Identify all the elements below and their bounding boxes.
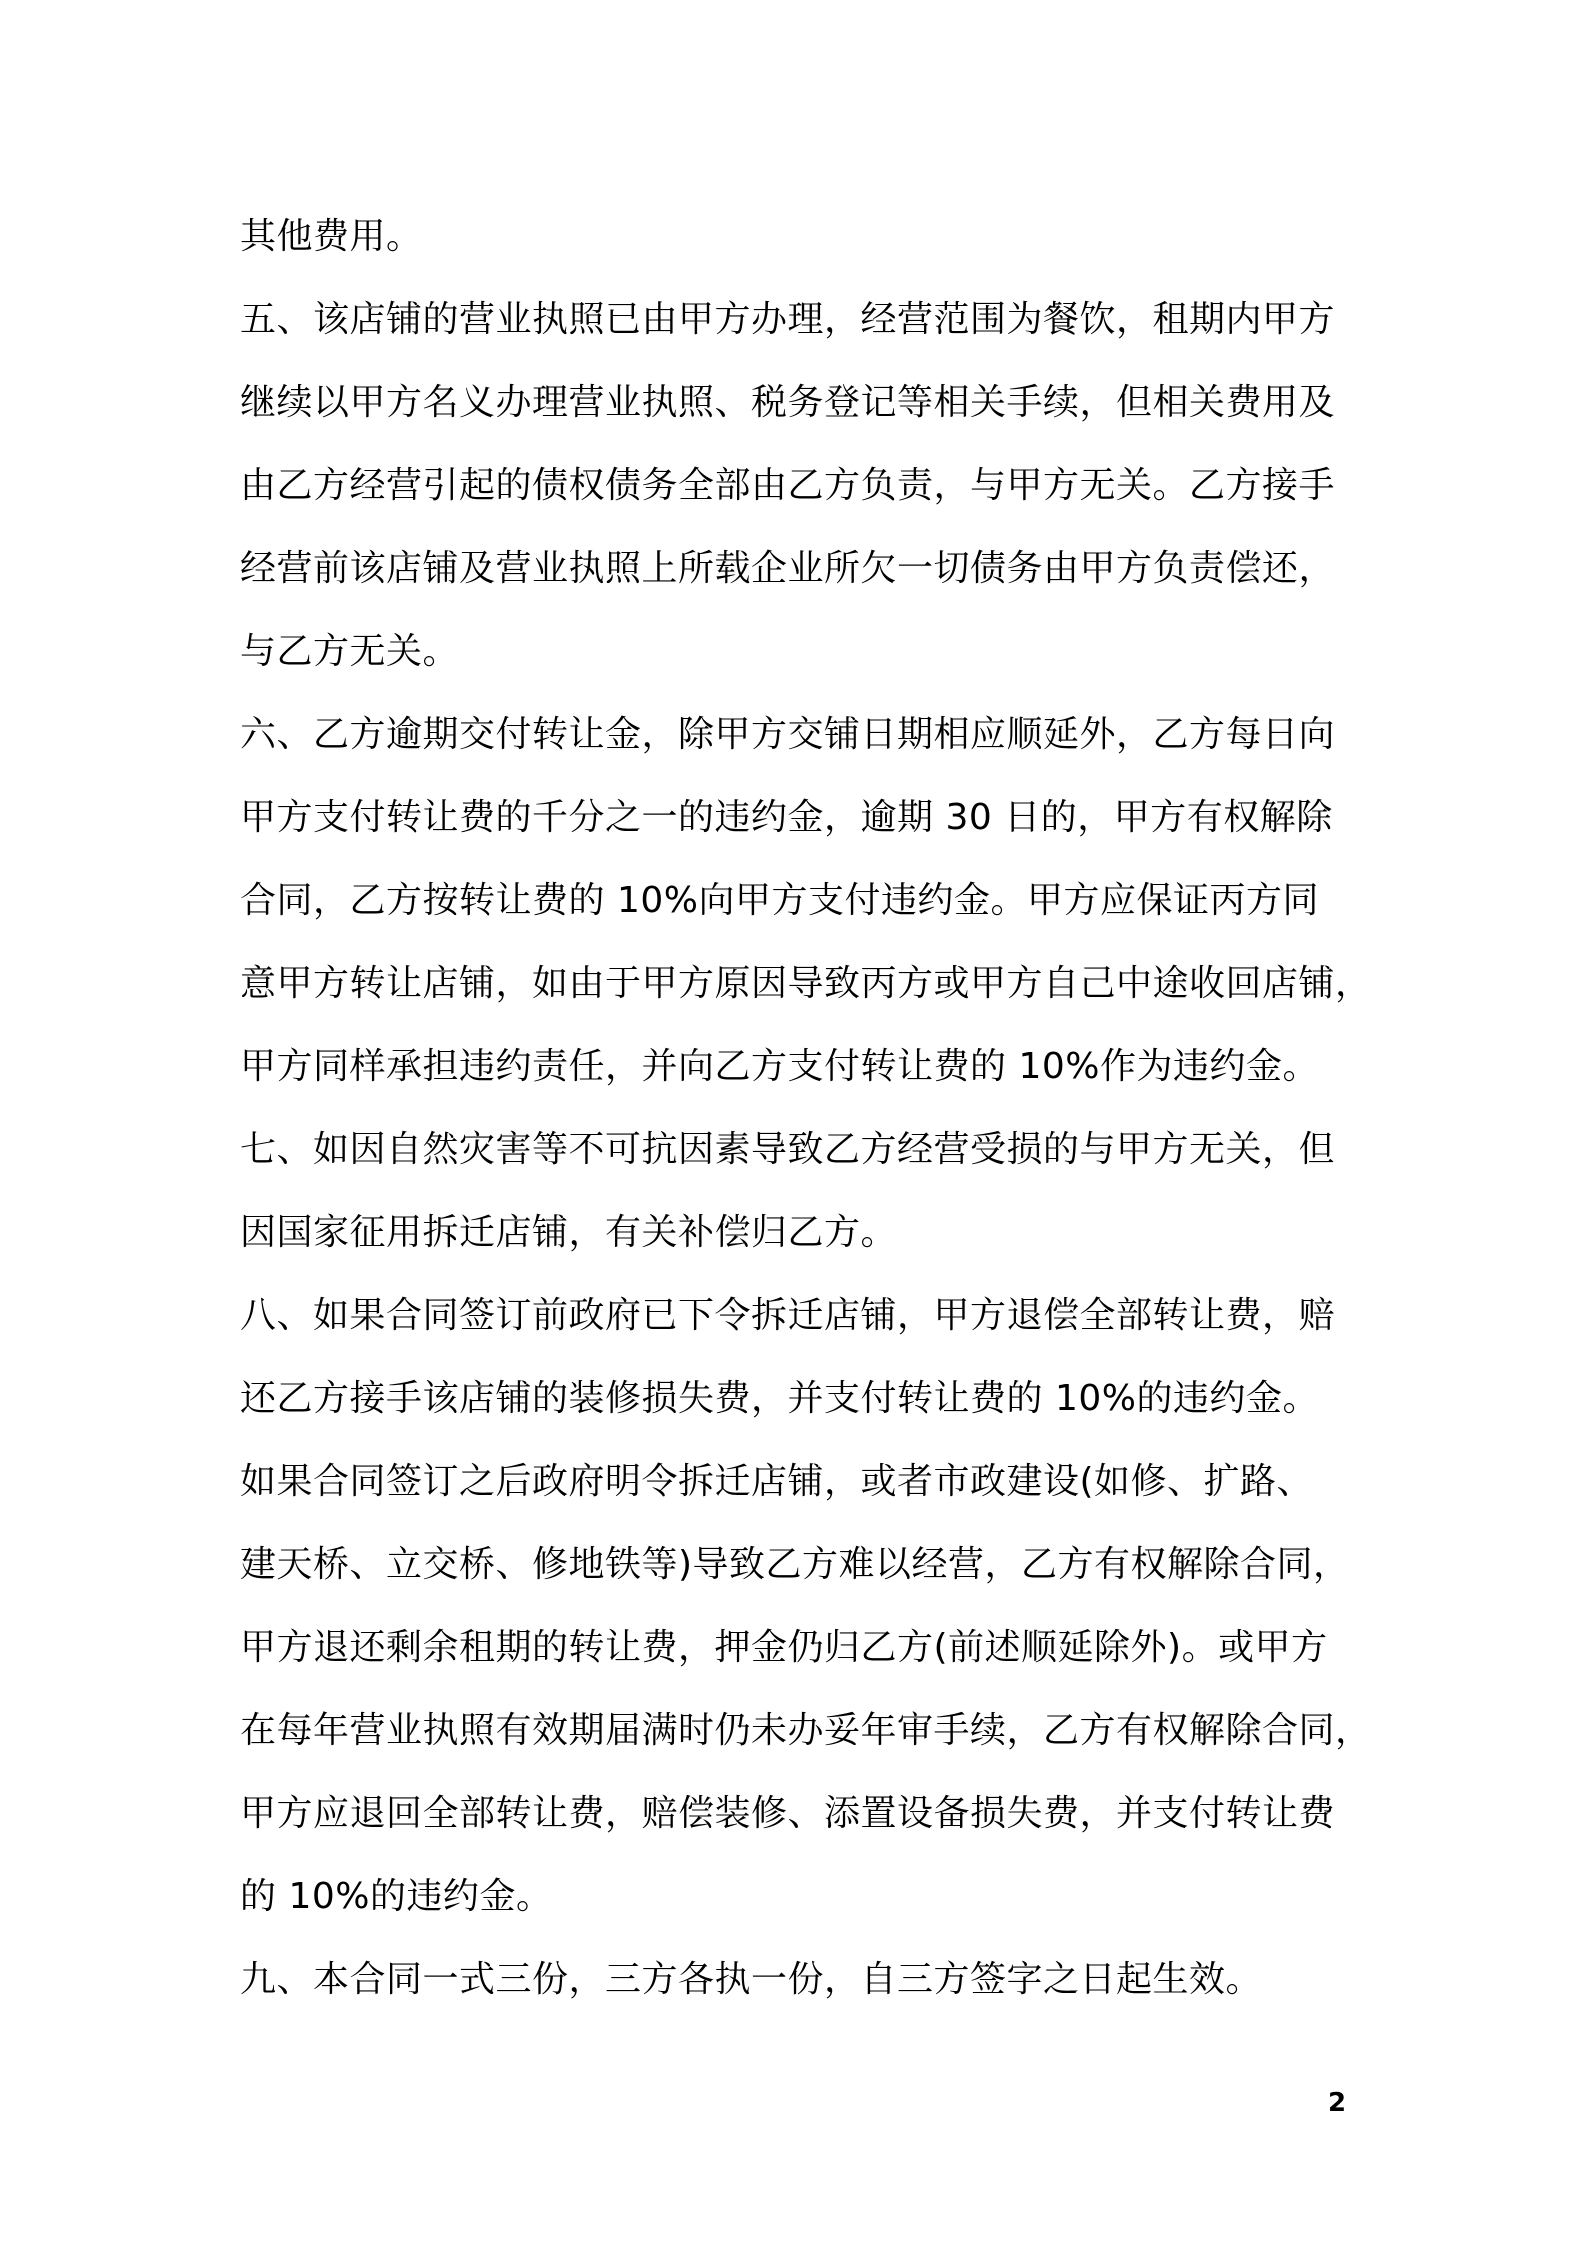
clause-5-line: 五、该店铺的营业执照已由甲方办理，经营范围为餐饮，租期内甲方 — [240, 299, 1336, 340]
text-line: 建天桥、立交桥、修地铁等)导致乙方难以经营，乙方有权解除合同， — [240, 1544, 1350, 1585]
text-line: 如果合同签订之后政府明令拆迁店铺，或者市政建设(如修、扩路、 — [240, 1461, 1314, 1502]
text-line: 在每年营业执照有效期届满时仍未办妥年审手续，乙方有权解除合同， — [240, 1710, 1372, 1751]
text-line: 还乙方接手该店铺的装修损失费，并支付转让费的 10%的违约金。 — [240, 1378, 1319, 1419]
text-line: 与乙方无关。 — [240, 631, 460, 672]
clause-7-line: 七、如因自然灾害等不可抗因素导致乙方经营受损的与甲方无关，但 — [240, 1129, 1336, 1170]
text-line: 由乙方经营引起的债权债务全部由乙方负责，与甲方无关。乙方接手 — [240, 465, 1336, 506]
text-line: 合同，乙方按转让费的 10%向甲方支付违约金。甲方应保证丙方同 — [240, 880, 1319, 921]
clause-9-line: 九、本合同一式三份，三方各执一份，自三方签字之日起生效。 — [240, 1959, 1263, 2000]
clause-8-line: 八、如果合同签订前政府已下令拆迁店铺，甲方退偿全部转让费，赔 — [240, 1295, 1336, 1336]
text-line: 意甲方转让店铺，如由于甲方原因导致丙方或甲方自己中途收回店铺， — [240, 963, 1372, 1004]
text-line: 甲方同样承担违约责任，并向乙方支付转让费的 10%作为违约金。 — [240, 1046, 1319, 1087]
text-line: 继续以甲方名义办理营业执照、税务登记等相关手续，但相关费用及 — [240, 382, 1336, 423]
text-line: 的 10%的违约金。 — [240, 1876, 553, 1917]
text-line: 经营前该店铺及营业执照上所载企业所欠一切债务由甲方负责偿还， — [240, 548, 1336, 589]
clause-6-line: 六、乙方逾期交付转让金，除甲方交铺日期相应顺延外，乙方每日向 — [240, 714, 1336, 755]
contract-body-text — [240, 195, 1372, 2021]
text-line: 其他费用。 — [240, 216, 423, 257]
text-line: 甲方应退回全部转让费，赔偿装修、添置设备损失费，并支付转让费 — [240, 1793, 1336, 1834]
page-number: 2 — [1328, 2088, 1347, 2118]
text-line: 甲方支付转让费的千分之一的违约金，逾期 30 日的，甲方有权解除 — [240, 797, 1333, 838]
text-line: 甲方退还剩余租期的转让费，押金仍归乙方(前述顺延除外)。或甲方 — [240, 1627, 1328, 1668]
text-line: 因国家征用拆迁店铺，有关补偿归乙方。 — [240, 1212, 898, 1253]
